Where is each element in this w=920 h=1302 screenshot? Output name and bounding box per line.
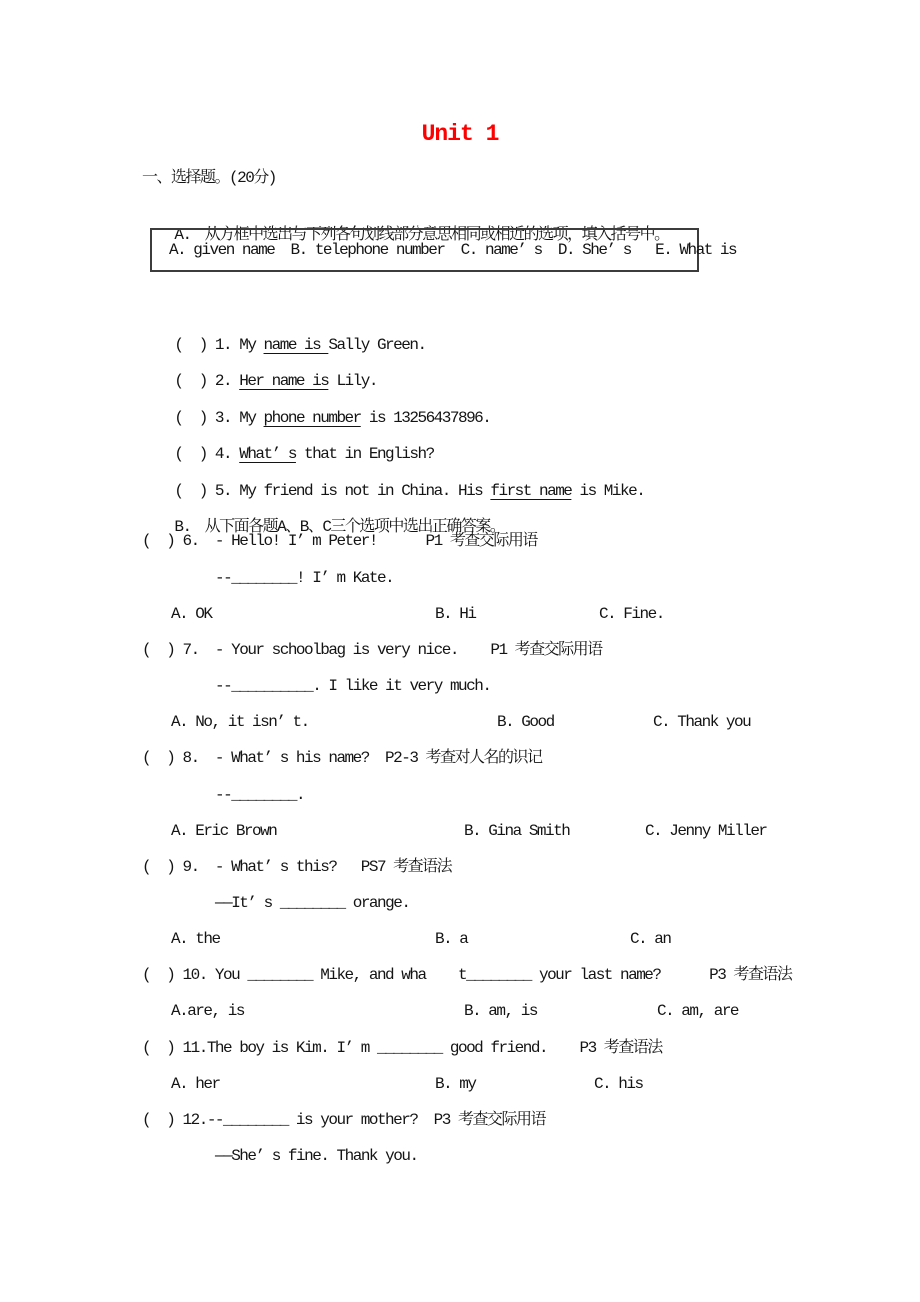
part-b-question-10-line1: ( ) 10. You ________ Mike, and wha t________ your last name? P3 考查语法 <box>142 966 792 984</box>
part-a-label: A. <box>174 226 191 244</box>
underlined-phrase: What’ s <box>239 445 296 463</box>
underlined-phrase: first name <box>490 482 572 500</box>
part-b-question-6-line2: --________! I’ m Kate. <box>215 569 394 587</box>
section-heading: 一、选择题。(20分) <box>142 169 276 187</box>
option-b: B. Good <box>497 713 554 731</box>
part-b-question-6-options <box>0 603 920 625</box>
question-text: Lily. <box>328 372 377 390</box>
option-c: C. Jenny Miller <box>645 822 767 840</box>
underlined-phrase: Her name is <box>239 372 329 390</box>
part-b-question-8-options <box>0 820 920 842</box>
answer-options-box-text: A. given name B. telephone number C. name’ s D. She’ s E. What is <box>169 241 737 259</box>
part-b-question-9-line2: ——It’ s ________ orange. <box>215 894 410 912</box>
option-c: C. Fine. <box>599 605 664 623</box>
part-b-question-7-options <box>0 711 920 733</box>
question-text: ( ) 4. <box>174 445 240 463</box>
part-b-label: B. <box>174 518 191 536</box>
unit-title: Unit 1 <box>421 121 499 147</box>
question-text: is 13256437896. <box>360 409 491 427</box>
option-c: C. his <box>594 1075 643 1093</box>
option-c: C. am, are <box>657 1002 739 1020</box>
option-c: C. Thank you <box>653 713 751 731</box>
option-b: B. am, is <box>464 1002 537 1020</box>
question-text: Sally Green. <box>328 336 426 354</box>
underlined-phrase: phone number <box>263 409 361 427</box>
part-b-question-7-line1: ( ) 7. - Your schoolbag is very nice. P1 考查交际用语 <box>142 641 602 659</box>
part-b-question-10-options <box>0 1000 920 1022</box>
part-b-question-12-line2: ——She’ s fine. Thank you. <box>215 1147 418 1165</box>
part-b-question-9-line1: ( ) 9. - What’ s this? PS7 考查语法 <box>142 858 452 876</box>
option-a: A. No, it isn’ t. <box>171 713 309 731</box>
question-text: ( ) 1. My <box>174 336 264 354</box>
part-b-question-8-line2: --________. <box>215 786 305 804</box>
question-text: ( ) 2. <box>174 372 240 390</box>
part-b-question-7-line2: --__________. I like it very much. <box>215 677 491 695</box>
question-text: is Mike. <box>571 482 645 500</box>
option-a: A. Eric Brown <box>171 822 277 840</box>
option-c: C. an <box>630 930 671 948</box>
part-a-instruction: 从方框中选出与下列各句划线部分意思相同或相近的选项，填入括号中。 <box>204 226 669 244</box>
option-a: A.are, is <box>171 1002 244 1020</box>
underlined-phrase: name is <box>263 336 329 354</box>
part-b-question-11-options <box>0 1073 920 1095</box>
part-b-question-12-line1: ( ) 12.--________ is your mother? P3 考查交际用语 <box>142 1111 545 1129</box>
part-b-question-9-options <box>0 928 920 950</box>
question-text: ( ) 5. My friend is not in China. His <box>174 482 491 500</box>
part-b-question-8-line1: ( ) 8. - What’ s his name? P2-3 考查对人名的识记 <box>142 749 542 767</box>
part-b-question-11-line1: ( ) 11.The boy is Kim. I’ m ________ good friend. P3 考查语法 <box>142 1039 662 1057</box>
part-b-instruction: 从下面各题A、B、C三个选项中选出正确答案。 <box>204 518 505 536</box>
option-b: B. Gina Smith <box>464 822 570 840</box>
option-a: A. the <box>171 930 220 948</box>
question-text: that in English? <box>295 445 434 463</box>
option-b: B. my <box>435 1075 476 1093</box>
option-b: B. Hi <box>435 605 476 623</box>
option-a: A. OK <box>171 605 212 623</box>
option-a: A. her <box>171 1075 220 1093</box>
answer-options-box <box>150 228 737 272</box>
option-b: B. a <box>435 930 468 948</box>
part-b-question-6-line1: ( ) 6. - Hello! I’ m Peter! P1 考查交际用语 <box>142 532 537 550</box>
question-text: ( ) 3. My <box>174 409 264 427</box>
